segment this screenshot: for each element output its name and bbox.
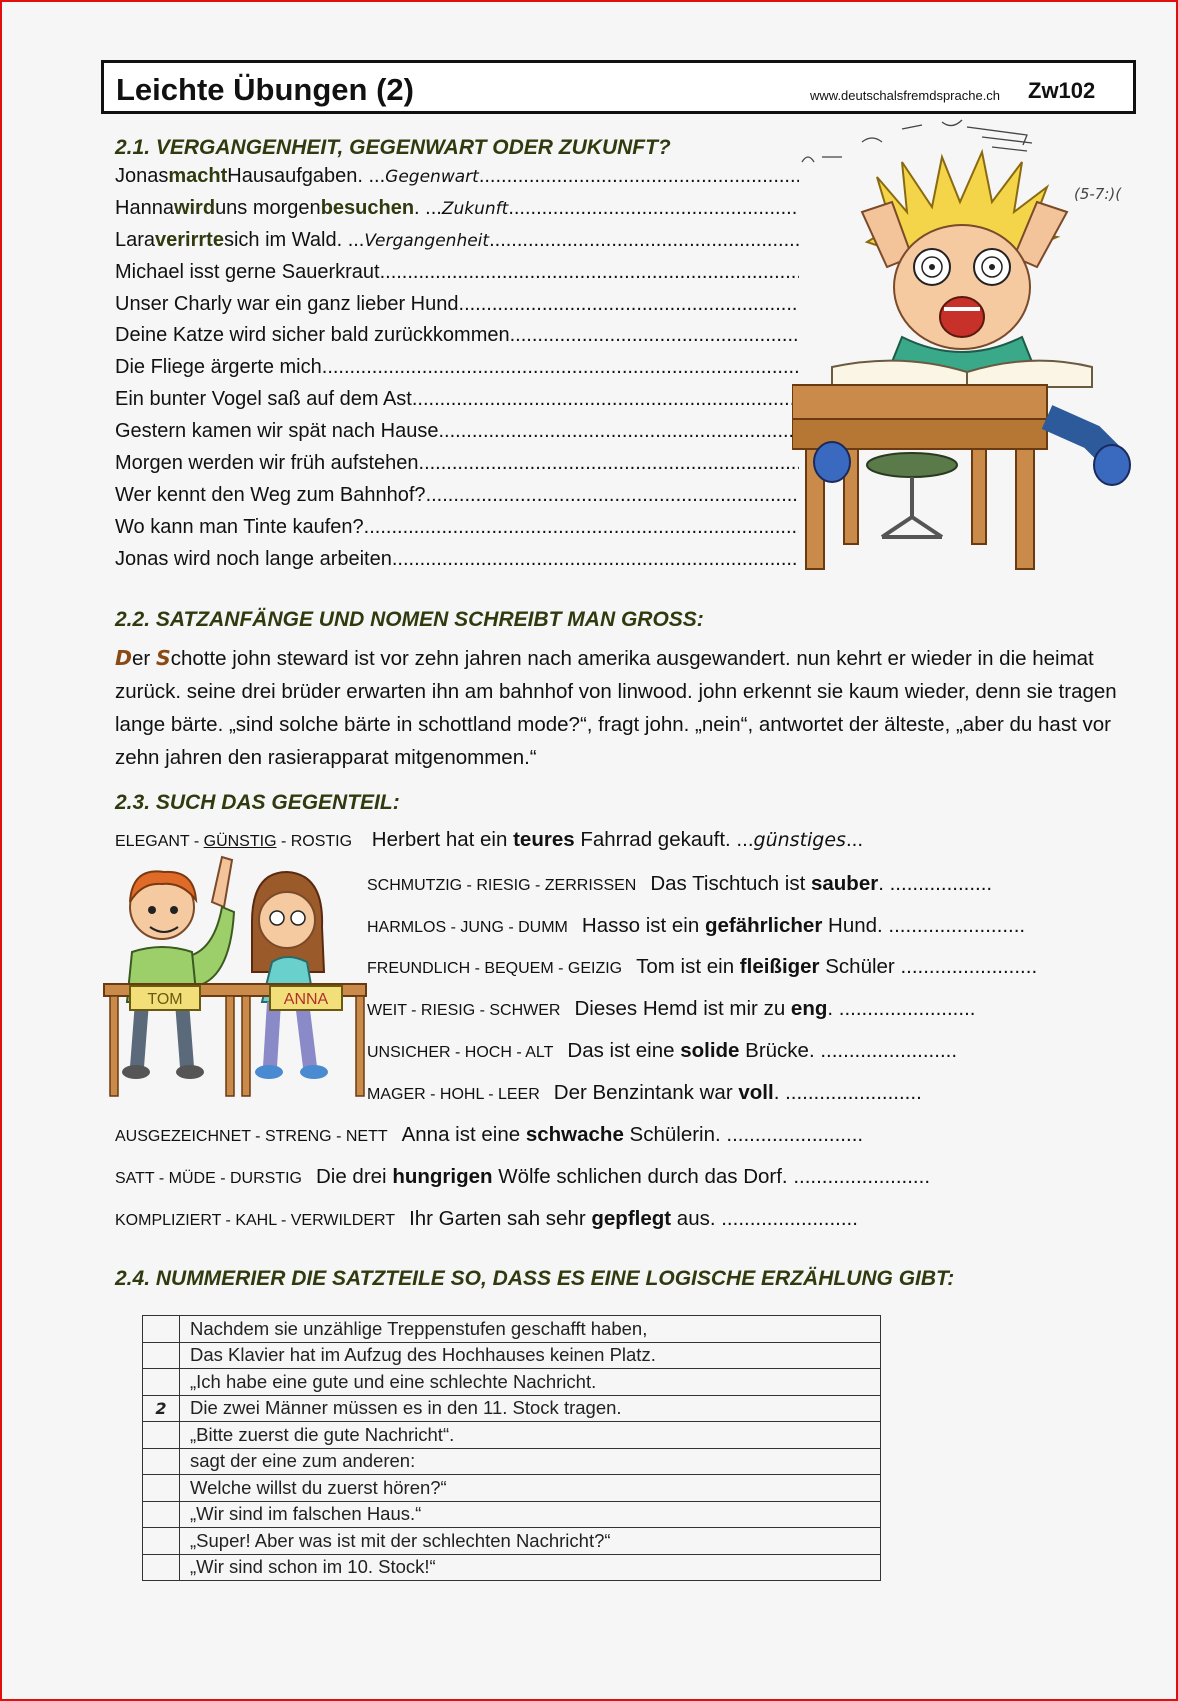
story-fragment: „Super! Aber was ist mit der schlechten Nachricht?“ <box>180 1528 881 1555</box>
table-row <box>143 1528 881 1555</box>
story-fragment: „Bitte zuerst die gute Nachricht“. <box>180 1422 881 1449</box>
order-number-cell[interactable] <box>143 1369 180 1396</box>
opposite-item: UNSICHER - HOCH - ALT Das ist eine solide Brücke. ........................ <box>367 1039 958 1062</box>
worksheet-header <box>101 60 1136 114</box>
section-3-example: ELEGANT - GÜNSTIG - ROSTIG Herbert hat ein teures Fahrrad gekauft. ...günstiges... <box>115 828 864 851</box>
tense-sentence: Ein bunter Vogel saß auf dem Ast. ..... <box>115 388 799 418</box>
corrected-capital: S <box>155 646 171 670</box>
order-number-cell[interactable] <box>143 1316 180 1343</box>
svg-text:ANNA: ANNA <box>283 991 329 1008</box>
answer-blank <box>515 324 799 347</box>
answer-blank <box>327 356 799 379</box>
svg-text:TOM: TOM <box>147 991 183 1008</box>
answer-blank <box>508 197 799 220</box>
answer-options: SATT - MÜDE - DURSTIG <box>115 1170 302 1187</box>
section-1-title: 2.1. VERGANGENHEIT, GEGENWART ODER ZUKUNFT? <box>115 136 671 159</box>
opposite-item: SCHMUTZIG - RIESIG - ZERRISSEN Das Tischtuch ist sauber. .................. <box>367 872 993 895</box>
section-3-title: 2.3. SUCH DAS GEGENTEIL: <box>115 791 400 814</box>
tense-answer: Zukunft <box>441 199 509 219</box>
table-row <box>143 1554 881 1581</box>
opposite-item: AUSGEZEICHNET - STRENG - NETT Anna ist eine schwache Schülerin. ........................ <box>115 1123 864 1146</box>
tense-sentence: Die Fliege ärgerte mich. ..... <box>115 356 799 386</box>
story-fragment: Das Klavier hat im Aufzug des Hochhauses keinen Platz. <box>180 1342 881 1369</box>
answer-options: HARMLOS - JUNG - DUMM <box>367 919 568 936</box>
answer-options: WEIT - RIESIG - SCHWER <box>367 1002 561 1019</box>
tense-sentence: Morgen werden wir früh aufstehen. ..... <box>115 452 799 482</box>
worksheet-code: Zw102 <box>1028 78 1096 103</box>
desk-top <box>792 385 1047 419</box>
tom-and-anna-illustration <box>102 852 372 1102</box>
section-4-title: 2.4. NUMMERIER DIE SATZTEILE SO, DASS ES EINE LOGISCHE ERZÄHLUNG GIBT: <box>115 1267 955 1290</box>
story-fragment: sagt der eine zum anderen: <box>180 1448 881 1475</box>
opposite-item: WEIT - RIESIG - SCHWER Dieses Hemd ist mir zu eng. ........................ <box>367 997 976 1020</box>
tense-sentence: Wer kennt den Weg zum Bahnhof? ..... <box>115 484 799 514</box>
answer-options: AUSGEZEICHNET - STRENG - NETT <box>115 1128 388 1145</box>
table-row <box>143 1316 881 1343</box>
corrected-capital: D <box>115 646 133 670</box>
order-number-cell[interactable]: 2 <box>143 1395 180 1422</box>
anna-head <box>259 892 315 948</box>
answer-options: MAGER - HOHL - LEER <box>367 1086 540 1103</box>
opposite-item: KOMPLIZIERT - KAHL - VERWILDERT Ihr Garten sah sehr gepflegt aus. ........................ <box>115 1207 858 1230</box>
answer-options: FREUNDLICH - BEQUEM - GEIZIG <box>367 960 623 977</box>
tense-sentence: Wo kann man Tinte kaufen? ..... <box>115 516 799 546</box>
tense-sentence: Deine Katze wird sicher bald zurückkommen. ..... <box>115 324 799 354</box>
answer-blank <box>479 165 799 188</box>
example-answer: günstiges <box>753 829 846 851</box>
order-number-cell[interactable] <box>143 1501 180 1528</box>
opposite-item: FREUNDLICH - BEQUEM - GEIZIG Tom ist ein fleißiger Schüler ........................ <box>367 955 1038 978</box>
answer-options: UNSICHER - HOCH - ALT <box>367 1044 554 1061</box>
tense-sentence: Hanna wird uns morgen besuchen . ... Zukunft ..... <box>115 197 799 227</box>
answer-blank <box>385 261 799 284</box>
tense-answer: Gegenwart <box>385 167 479 187</box>
story-ordering-table <box>142 1315 881 1581</box>
table-row <box>143 1395 881 1422</box>
order-number-cell[interactable] <box>143 1475 180 1502</box>
answer-options: KOMPLIZIERT - KAHL - VERWILDERT <box>115 1212 396 1229</box>
answer-blank <box>417 388 799 411</box>
doodle-text: (5-7:)( <box>1074 185 1122 203</box>
story-fragment: Nachdem sie unzählige Treppenstufen geschafft haben, <box>180 1316 881 1343</box>
order-number-cell[interactable] <box>143 1554 180 1581</box>
story-fragment: „Ich habe eine gute und eine schlechte Nachricht. <box>180 1369 881 1396</box>
tense-answer: Vergangenheit <box>364 231 490 251</box>
table-row <box>143 1369 881 1396</box>
story-fragment: „Wir sind im falschen Haus.“ <box>180 1501 881 1528</box>
answer-blank <box>489 229 799 252</box>
math-doodles <box>802 120 1032 162</box>
answer-blank <box>444 420 799 443</box>
tense-sentence: Lara verirrte sich im Wald. ... Vergangenheit ..... <box>115 229 799 259</box>
order-number-cell[interactable] <box>143 1448 180 1475</box>
page-title: Leichte Übungen (2) <box>116 72 414 107</box>
story-fragment: „Wir sind schon im 10. Stock!“ <box>180 1554 881 1581</box>
stressed-boy-illustration <box>792 117 1132 592</box>
order-number-cell[interactable] <box>143 1342 180 1369</box>
tense-sentence: Michael isst gerne Sauerkraut. ..... <box>115 261 799 291</box>
answer-blank <box>426 484 799 507</box>
opposite-item: SATT - MÜDE - DURSTIG Die drei hungrigen Wölfe schlichen durch das Dorf. ........................ <box>115 1165 931 1188</box>
table-row <box>143 1342 881 1369</box>
source-url: www.deutschalsfremdsprache.ch <box>810 88 1001 103</box>
tense-sentence: Jonas macht Hausaufgaben. ... Gegenwart ..... <box>115 165 799 195</box>
section-2-paragraph: Der Schotte john steward ist vor zehn jahren nach amerika ausgewandert. nun kehrt er wieder in die heimat zurück. seine drei brüder erwarten ihn am bahnhof von linwood. john erkennt sie kaum wieder, denn sie tragen lange bärte. „sind solche bärte in schottland mode?“, fragt john. „nein“, antwortet der älteste, „aber du hast vor zehn jahren den rasierapparat mitgenommen.“ <box>115 646 1117 769</box>
answer-options: SCHMUTZIG - RIESIG - ZERRISSEN <box>367 877 637 894</box>
answer-blank <box>397 548 799 571</box>
table-row <box>143 1475 881 1502</box>
tense-sentence: Jonas wird noch lange arbeiten. ..... <box>115 548 799 578</box>
tense-sentence: Unser Charly war ein ganz lieber Hund. ..... <box>115 293 799 323</box>
table-row <box>143 1501 881 1528</box>
answer-blank <box>364 516 799 539</box>
table-row <box>143 1448 881 1475</box>
opposite-item: HARMLOS - JUNG - DUMM Hasso ist ein gefährlicher Hund. ........................ <box>367 914 1026 937</box>
answer-blank <box>464 293 799 316</box>
story-fragment: Die zwei Männer müssen es in den 11. Stock tragen. <box>180 1395 881 1422</box>
table-row <box>143 1422 881 1449</box>
tense-sentence: Gestern kamen wir spät nach Hause. ..... <box>115 420 799 450</box>
story-fragment: Welche willst du zuerst hören?“ <box>180 1475 881 1502</box>
answer-blank <box>424 452 799 475</box>
section-2-title: 2.2. SATZANFÄNGE UND NOMEN SCHREIBT MAN GROSS: <box>115 608 704 631</box>
order-number-cell[interactable] <box>143 1528 180 1555</box>
order-number-cell[interactable] <box>143 1422 180 1449</box>
opposite-item: MAGER - HOHL - LEER Der Benzintank war voll. ........................ <box>367 1081 922 1104</box>
